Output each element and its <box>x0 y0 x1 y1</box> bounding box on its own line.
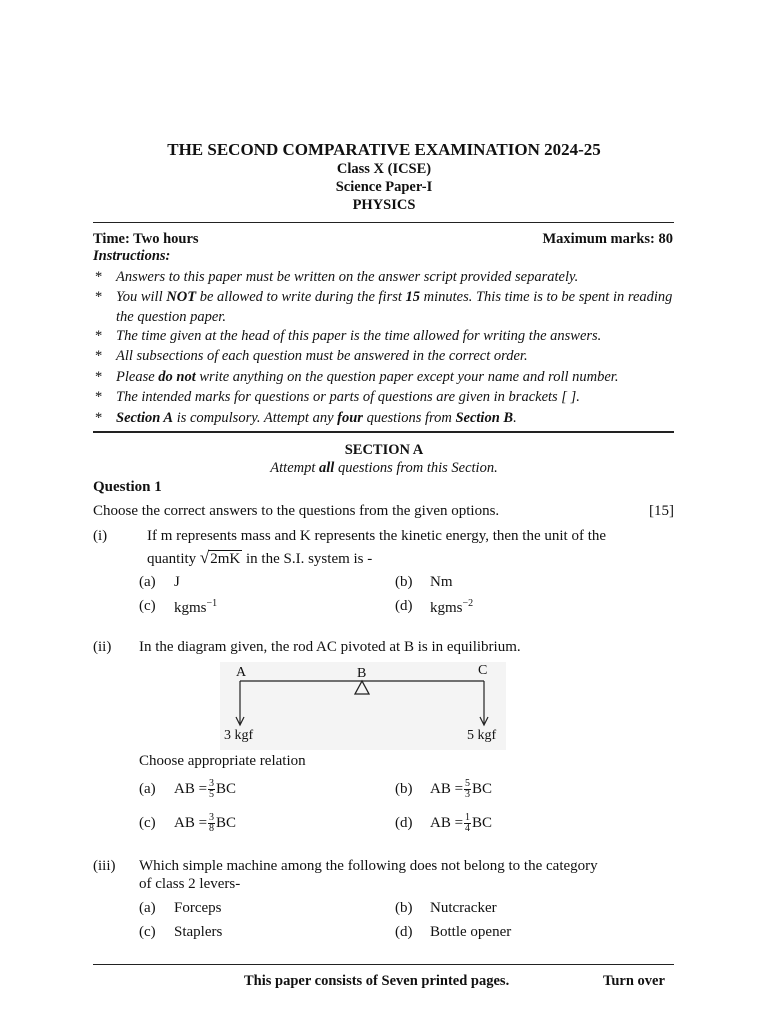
subquestion-text: Which simple machine among the following does not belong to the category <box>139 858 598 874</box>
option-label: (a) <box>139 900 156 916</box>
option-label: (c) <box>139 598 156 614</box>
option-label: (b) <box>395 900 413 916</box>
section-subtitle: Attempt all questions from this Section. <box>270 460 498 476</box>
header-divider <box>93 222 674 223</box>
radicand: 2mK <box>210 551 241 567</box>
option-text: Forceps <box>174 900 222 916</box>
label-c: C <box>478 663 488 678</box>
option-text: kgms$^{-2}$ <box>430 598 474 616</box>
bullet: * <box>95 410 103 426</box>
option-label: (d) <box>395 815 413 831</box>
subquestion-number: (iii) <box>93 858 116 874</box>
option-text: AB = $\frac{5}{3}$ BC <box>430 778 493 801</box>
class-line: Class X (ICSE) <box>336 161 432 177</box>
subquestion-text: of class 2 levers- <box>139 876 241 892</box>
question-prompt: Choose the correct answers to the questions from the given options. <box>93 503 500 519</box>
option-label: (d) <box>395 598 413 614</box>
bullet: * <box>95 389 103 405</box>
option-text: AB = $\frac{3}{5}$ BC <box>174 778 237 801</box>
fraction: $\frac{3}{8}$ <box>209 812 215 835</box>
pivot-fulcrum <box>355 681 369 694</box>
section-title: SECTION A <box>344 442 424 458</box>
lever-diagram <box>220 662 506 750</box>
option-text: Nutcracker <box>430 900 497 916</box>
option-text: kgms$^{-1}$ <box>174 598 218 616</box>
option-label: (c) <box>139 815 156 831</box>
bullet: * <box>95 269 103 285</box>
bullet: * <box>95 348 103 364</box>
instructions-heading: Instructions: <box>93 248 171 264</box>
instructions-divider <box>93 431 674 433</box>
exam-title: THE SECOND COMPARATIVE EXAMINATION 2024-25 <box>167 140 601 159</box>
option-label: (d) <box>395 924 413 940</box>
option-text: AB = $\frac{3}{8}$ BC <box>174 812 237 835</box>
option-text: J <box>174 574 180 590</box>
fraction: $\frac{5}{3}$ <box>465 778 471 801</box>
option-label: (a) <box>139 574 156 590</box>
bullet: * <box>95 289 103 305</box>
page-count-note: This paper consists of Seven printed pages. <box>244 973 510 989</box>
bullet: * <box>95 369 103 385</box>
option-label: (a) <box>139 781 156 797</box>
subquestion-number: (ii) <box>93 639 112 655</box>
subquestion-text: Choose appropriate relation <box>139 753 306 769</box>
force-left-label: 3 kgf <box>224 728 254 743</box>
option-label: (c) <box>139 924 156 940</box>
maximum-marks: Maximum marks: 80 <box>542 231 673 247</box>
label-a: A <box>236 665 247 680</box>
option-text: AB = $\frac{1}{4}$ BC <box>430 812 493 835</box>
option-label: (b) <box>395 781 413 797</box>
subquestion-number: (i) <box>93 528 108 544</box>
option-text: Nm <box>430 574 453 590</box>
option-text: Staplers <box>174 924 223 940</box>
force-right-label: 5 kgf <box>467 728 497 743</box>
question-marks: [15] <box>649 503 674 519</box>
paper-name: Science Paper-I <box>335 179 433 195</box>
footer-divider <box>93 964 674 965</box>
label-b: B <box>357 666 367 681</box>
fraction: $\frac{3}{5}$ <box>209 778 215 801</box>
option-text: Bottle opener <box>430 924 512 940</box>
option-label: (b) <box>395 574 413 590</box>
question-title: Question 1 <box>93 479 162 495</box>
subquestion-text: If m represents mass and K represents the kinetic energy, then the unit of the <box>147 528 607 544</box>
bullet: * <box>95 328 103 344</box>
radical-sign: √ <box>199 548 210 567</box>
fraction: $\frac{1}{4}$ <box>465 812 471 835</box>
subquestion-text: quantity √2mK in the S.I. system is - <box>147 548 373 567</box>
turn-over: Turn over <box>603 973 665 989</box>
time-allowed: Time: Two hours <box>93 231 199 247</box>
subquestion-text: In the diagram given, the rod AC pivoted at B is in equilibrium. <box>139 639 521 655</box>
subject-name: PHYSICS <box>352 197 416 213</box>
